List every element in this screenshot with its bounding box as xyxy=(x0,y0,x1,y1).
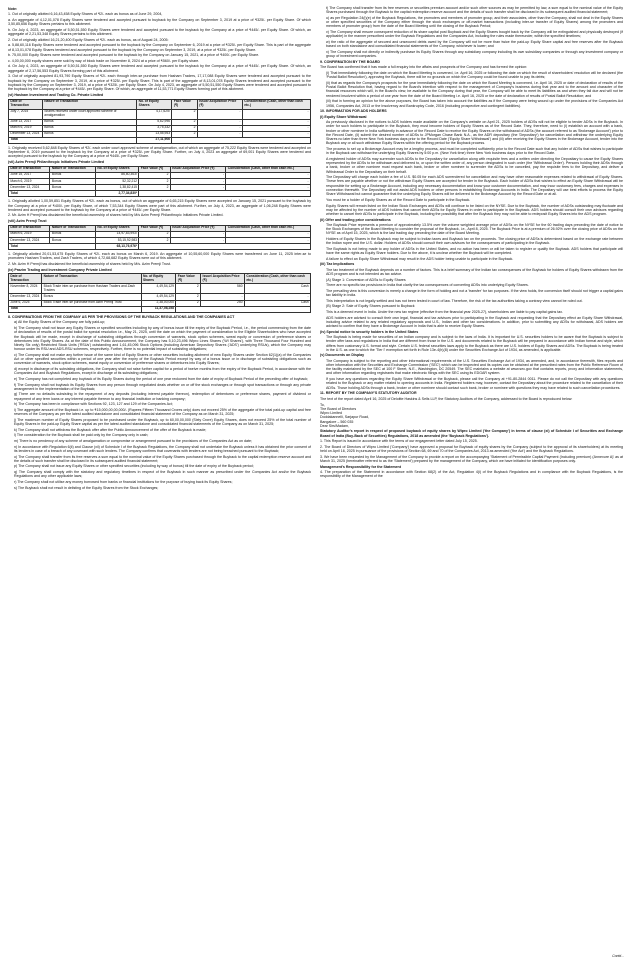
table-cell xyxy=(139,244,311,250)
table-cell: Bonus xyxy=(50,237,95,243)
column-header: Face Value (₹) xyxy=(139,166,170,172)
column-header: Issue/ Acquisition Price (₹) xyxy=(197,99,242,109)
table-cell: - xyxy=(226,178,311,184)
left-column xyxy=(8,6,311,946)
column-header: Nature of Transaction xyxy=(42,274,141,284)
subsection-title: (iv) Special notice to security holders in the United States xyxy=(320,329,419,334)
section-heading: (vii) Azim Premji Philanthropic Initiatives Private Limited xyxy=(8,160,105,165)
table-cell: - xyxy=(170,178,226,184)
table-cell: - xyxy=(170,185,226,191)
column-header: Face Value (₹) xyxy=(172,99,197,109)
section-11-paras xyxy=(320,397,623,401)
report-subject: Statutory Auditor's report in respect of proposed buyback of equity shares by Wipro Limited ('the Company') in terms of clause (xi) of Schedule I of Securities and Exchange Board of India (Buy-Back of Securities) Regulations, 2018 as amended (the 'Buyback Regulations'). xyxy=(320,429,623,438)
paragraph: a) All the Equity Shares of the Company are fully paid-up; xyxy=(14,320,106,325)
table-cell: - xyxy=(226,237,311,243)
table-cell xyxy=(139,191,311,197)
paragraph: b. On July 4, 2023, an aggregate of 5,50,51,550 Equity Shares were tendered and accepted pursuant to the buyback by the Company at a price of ₹445/- per Equity Share. Of which, an aggregate of 2,21,53,348 Equity Shares pertains to this allotment. xyxy=(8,27,311,37)
column-header: Consideration (Cash, other than cash etc.) xyxy=(226,166,311,172)
paragraph: 1. Originally allotted 20,01,53,675 Equity Shares of ₹2/- each as bonus on March 6, 2019. An aggregate of 10,55,60,000 Equity Shares were transferred on June 11, 2025 inter-se to promoters Hasham Traders, and Zash Traders, of which 4,72,68,682 Equity Shares were out of this allotment. xyxy=(8,252,311,261)
paragraph: d. On July 4, 2023, an aggregate of 5,50,51,550 Equity Shares were tendered and accepted pursuant to the buyback by the Company at a price of ₹445/- per Equity Share. Of which, an aggregate of 2,17,56,553 Equity Shares forming part of this allotment. xyxy=(8,64,311,73)
paragraph: w) the ratio of the aggregate of secured and unsecured debts owed by the Company will not be more than twice the paid-up Equity Share capital and free reserves after the Buyback based on both standalone and consolidated financial statements of the Company, whichever is lower; and xyxy=(326,39,623,49)
paragraph: b) The Company shall not issue any Equity Shares or specified securities including by way of bonus issue till the expiry of the Buyback Period, i.e., the period commencing from the date of declaration of results of the postal ballot for special resolution i.e., May 21, 2025, until the date on which the payment of consideration to the Eligible Shareholders who have accepted the Buyback will be made, except in discharge of subsisting obligations through conversion of warrants, stock option schemes, sweat equity or conversion of preference shares or debentures into Equity Shares. As at the date of this Public Announcement, the Company has 5,10,23,496 Wipro Lines Shares ('WI Shares'), with Three Thousand Four Hundred and Ninety Six only) Restricted Stock Units ('RSUs') outstanding and 1,61,45,096 Stock Options (including American Depository Shares ('ADS') underlying RSUs), which the Company may honour under its RSU and ADS-RSU schemes, respectively. Further, there is no potential impact of subsisting obligations; xyxy=(14,326,311,352)
table-cell: 13,55,953 xyxy=(137,131,172,137)
total-label: Total xyxy=(9,244,96,250)
paragraph: 1. Originally allotted 1,00,59,851 Equity Shares of ₹2/- each as bonus, out of which an aggregate of 6,65,215 Equity Shares were accepted on January 15, 2021 pursuant to the buyback by the Company at a price of ₹400/- per Equity Share, of which 7,53,344 Equity Shares were part of this allotment. Further, on July 4, 2023, an aggregate of 1,06,248 Equity Shares were tendered and accepted pursuant to the buyback by the Company at a price of ₹445/- per Equity Share. xyxy=(8,199,311,212)
table-cell: - xyxy=(226,172,311,178)
table-cell: - xyxy=(170,172,226,178)
paragraph: o) The Company shall transfer from its free reserves a sum equal to the nominal value of the Equity Shares purchased through the Buyback to the capital redemption reserve account and the details of such transfer shall be disclosed in its subsequent audited financial statement; xyxy=(14,454,311,463)
section-9-intro: The Board has confirmed that it has made a full enquiry into the affairs and prospects of the Company and has formed the opinion: xyxy=(320,65,528,70)
total-label: Total xyxy=(9,306,142,312)
table-cell: - xyxy=(170,231,226,237)
paragraph: The Depositary will charge each holder a fee of U.S. $0.05 for each ADS surrendered for cancellation and may have other reasonable expenses related to withdrawal of Equity Shares. These fees are payable whether or not the withdrawn Equity Shares are accepted for tender in the Buyback. Each holder of ADSs that wishes to effect an Equity Share Withdrawal will be responsible for setting up a Brokerage Account, including any necessary documentation and know your customer documentation, and may incur customary fees, charges and expenses in connection therewith. The Depositary will not assist ADS holders or other persons in establishing Brokerage Accounts in India. The Depositary will use best efforts to process the Equity Share Withdrawal but cannot guarantee that the underlying Equity Shares will be delivered to the Brokerage Account by the Record Date or at all. xyxy=(326,175,623,197)
table-cell: - xyxy=(226,231,311,237)
table-cell: Bonus xyxy=(42,131,136,137)
section-9-items xyxy=(320,71,623,108)
column-header: Nature of Transaction xyxy=(50,225,95,231)
paragraph: Equity Shares will remain listed on the Indian Stock Exchanges and ADSs will continue to be listed on the NYSE. Due to the Buyback, the number of ADSs outstanding may fluctuate and may be affected by the number of ADS holders that cancel their ADSs for Equity Shares in order to participate in the Buyback. ADS holders should consult their own advisors regarding whether to cancel their ADSs to participate in the Buyback, including the possibility that after the Buyback they may not be able to redeposit Equity Shares into the ADS program. xyxy=(326,203,623,216)
column-header: Issue/ Acquisition Price (₹) xyxy=(201,274,245,284)
paragraph: To, xyxy=(320,402,325,407)
table-cell: 2 xyxy=(139,231,170,237)
table-row xyxy=(9,109,311,119)
table-cell: Block Trade inter-se purchase from Azim Premji Trust xyxy=(42,300,141,306)
table-cell: 2 xyxy=(172,131,197,137)
column-header: Nature of Transaction xyxy=(50,166,95,172)
paragraph: d) except in discharge of its subsisting obligations, the Company shall not raise further capital for a period of twelve months from the expiry of the Buyback Period, in accordance with the Companies Act and Buyback Regulations, except in discharge of its subsisting obligations; xyxy=(14,367,311,376)
paragraph: b. 75,00,000 Equity Shares were tendered and accepted pursuant to the buyback by the Company on January 15, 2021, at a price of ₹400/- per Equity Share. xyxy=(8,53,260,58)
paragraph: (iii) that in forming an opinion for the above purposes, the Board has taken into account the liabilities as if the Company were being wound up under the provisions of the Companies Act 1956, Companies Act, 2013 or the Insolvency and Bankruptcy Code, 2016 (including prospective and contingent liabilities). xyxy=(326,99,623,108)
paragraph: p) The Company shall not issue any Equity Shares or other specified securities (including by way of bonus) till the date of expiry of the Buyback period; xyxy=(14,464,254,469)
table-cell: 2 xyxy=(139,237,170,243)
table-cell: 2 xyxy=(139,172,170,178)
subsection-title: (i) Equity Share Withdrawal xyxy=(320,114,367,119)
section-10-paras-4 xyxy=(320,335,623,352)
table-cell: 86,60,363¹ xyxy=(95,172,138,178)
paragraph: n) In accordance with Regulation 6(ii) and Clause (xii) of Schedule I of the Buyback Regulations, the Company shall not undertake the Buyback unless it has obtained the prior consent of its lenders in case of a breach of any covenant with such lenders. The Company confirms that covenants with lenders are not being breached pursuant to the Buyback; xyxy=(14,444,311,453)
table-cell: Block Trade inter-se purchase from Hasham Traders and Zash Traders xyxy=(42,284,141,294)
section-10-title: 10. INFORMATION FOR ADS HOLDERS xyxy=(320,109,387,114)
table-cell: 4,49,54,129 xyxy=(141,284,176,294)
table-cell: - xyxy=(197,131,242,137)
paragraph: a. An aggregate of 4,12,01,078 Equity Shares were tendered and accepted pursuant to buyback by the Company on September 3, 2019 at a price of ₹325/- per Equity Share. Of which 3,50,85,656 Equity Shares pertains to this allotment. xyxy=(8,17,311,27)
paragraph: (A) Stage 1: Conversion of ADSs to Equity Shares xyxy=(326,277,406,282)
paragraph: The Company is subject to the reporting and other informational requirements of the U.S. Securities Exchange Act of 1934, as amended, and, in accordance therewith, files reports and other information with the Securities and Exchange Commission ('SEC') which can be inspected and its copies can be obtained at the prescribed rates from the Public Reference Room of the facility maintained by the SEC at 100 F Street, N.E., Washington, DC 20549. The SEC maintains a website at www.sec.gov that contains reports, proxy and information statements, and other information regarding registrants that make electronic filings with the SEC using its EDGAR system. xyxy=(326,358,623,376)
paragraph: f) The Company shall not buyback its Equity Shares from any person through negotiated deals whether on or off the stock exchanges or through spot transactions or through any private arrangement in the implementation of the Buyback; xyxy=(14,382,311,391)
notes-table-3 xyxy=(8,252,311,266)
paragraph: 2. Mr. Azim H Premji has disclaimed the beneficial ownership of shares held by M/s. Azim Premji Trust. xyxy=(8,262,171,267)
paragraph: g) There are no defaults subsisting in the repayment of any deposits (including interest payable thereon), redemption of debentures or preference shares, payment of dividend or repayment of any term loans or any interest payable thereon to any financial institution or banking company; xyxy=(14,392,311,401)
table-total-row xyxy=(9,306,311,312)
table-cell: - xyxy=(244,294,310,300)
paragraph: The text of the report dated April 16, 2025 of Deloitte Haskins & Sells LLP, the Statutory Auditors of the Company, addressed to the Board is reproduced below: xyxy=(320,396,573,401)
notes-table-2 xyxy=(8,199,311,217)
section-11-title: 11. REPORT BY THE COMPANY'S STATUTORY AUDITOR xyxy=(320,391,417,396)
continued-marker: Contd... xyxy=(612,953,624,958)
subsection-title: (iii) Tax Implications xyxy=(320,262,355,267)
table-cell: June 6, 2025 xyxy=(9,300,42,306)
note-title: Note: xyxy=(8,7,18,11)
paragraph: e) The Company has not completed any buyback of its Equity Shares during the period of one year reckoned from the date of expiry of Buyback Period of the preceding offer of buyback; xyxy=(14,376,309,381)
table-cell: 4,17,625¹ xyxy=(137,109,172,119)
paragraph: The Board of Directors xyxy=(320,406,357,411)
table-cell: March 6, 2019 xyxy=(9,125,43,131)
table-cell: March 6, 2019 xyxy=(9,178,50,184)
paragraph: The Buyback is not being made to any holder of ADSs in the United States, and no action has been or will be taken to register or qualify the Buyback. ADS holders that participate will have the same rights as Equity Share holders. Due to the above, it is unclear whether the Buyback will be completed. xyxy=(326,246,623,256)
column-header: Issue/ Acquisition Price (₹) xyxy=(170,225,226,231)
paragraph: Wipro Limited xyxy=(320,411,342,416)
table-cell: November 8, 2024 xyxy=(9,284,42,294)
paragraph: a. 5,88,60,116 Equity Shares were tendered and accepted pursuant to the buyback by the Company on September 6, 2019 at a price of ₹325/- per Equity Share. This is part of the aggregate of 8,13,01,078 Equity Shares tendered and accepted pursuant to the buyback by the Company on September 3, 2019, at a price of ₹325/- per Equity Share. xyxy=(8,43,311,52)
table-cell: 560 xyxy=(201,284,245,294)
total-value: 68,13,76,976² xyxy=(95,244,138,250)
table-total-row xyxy=(9,191,311,197)
paragraph: The Buyback is being made for securities of an Indian company and is subject to the laws of India. It is important for U.S. securities holders to be aware that the Buyback is subject to tender offer laws and regulations in India that are different from those in the U.S. and documents related to the Buyback will be prepared in accordance with Indian format and style, which differs from customary U.S. format and style. Certain U.S. federal securities laws apply to the Buyback as there are U.S. holders of Equity Shares and ADSs. The Buyback is being treated in the U.S. as one to which the 'Tier I' exemption set forth in Rule 13e-4(h)(8) under the Securities Exchange Act of 1934, as amended, is applicable. xyxy=(326,335,623,352)
section-10-paras-5 xyxy=(320,359,623,390)
table-cell: 250 xyxy=(201,300,245,306)
table-cell: - xyxy=(242,125,310,131)
paragraph: t) The Company shall transfer from its free reserves or securities premium account and/or such other sources as may be permitted by law, a sum equal to the nominal value of the Equity Shares purchased through the Buyback to the capital redemption reserve account and the details of such transfer shall be disclosed in its subsequent audited financial statement; xyxy=(326,6,623,15)
paragraph: 2. Mr. Azim H Premji has disclaimed the beneficial ownership of shares held by M/s Azim Premji Philanthropic Initiatives Private Limited. xyxy=(8,213,224,218)
paragraph: c) The Company shall not make any further issue of the same kind of Equity Shares or other securities including allotment of new Equity Shares under Section 62(1)(a) of the Companies Act or other specified securities within a period of one year after the expiry of the Buyback Period except by way of a bonus issue or in discharge of subsisting obligations such as conversion of warrants, stock option schemes, sweat equity or conversion of preference shares or debentures into Equity Shares; xyxy=(14,352,311,366)
paragraph: There are no specific tax provisions in India that clarify the tax consequences of converting ADSs into underlying Equity Shares. xyxy=(326,283,529,288)
table-cell: Bonus xyxy=(42,294,141,300)
table-header-row xyxy=(9,99,311,109)
table-cell xyxy=(176,306,311,312)
section-8-title: 8. CONFIRMATIONS FROM THE COMPANY AS PER THE PROVISIONS OF THE BUYBACK REGULATIONS AND THE COMPANIES ACT xyxy=(8,314,235,319)
paragraph: 2. Out of originally allotted 16,21,20,400 Equity Shares of ₹2/- each as bonus, as of August 24, 2005: xyxy=(8,37,169,42)
column-header: Date of Transaction xyxy=(9,166,50,172)
table-cell: Bonus xyxy=(50,185,95,191)
paragraph: q) The Company shall comply with the statutory and regulatory timelines in respect of the Buyback in such manner as prescribed under the Companies Act and/or the Buyback Regulations and any other applicable laws; xyxy=(14,470,311,479)
table-cell: Bonus xyxy=(42,119,136,125)
table-cell: 2,38,00,000 xyxy=(141,300,176,306)
subsection-title: (ii) Offer and trading price considerations xyxy=(320,217,391,222)
table-cell: - xyxy=(242,119,310,125)
intro-items xyxy=(320,6,623,58)
shareholding-table-4 xyxy=(8,273,311,312)
column-header: Date of Transaction xyxy=(9,225,50,231)
paragraph: x) The Company shall not directly or indirectly purchase its Equity Shares through any subsidiary company including its own subsidiary companies or through any investment company or group of investment companies. xyxy=(326,49,623,59)
table-cell: 2 xyxy=(172,119,197,125)
column-header: Consideration (Cash, other than cash etc.) xyxy=(242,99,310,109)
paragraph: j) The maximum number of Equity Shares proposed to be purchased under the Buyback, up to 60,00,00,000 (Sixty Crore) Equity Shares, does not exceed 25% of the total number of Equity Shares in the paid-up Equity Share capital as per the latest audited standalone and consolidated financial statements of the Company as on March 31, 2025; xyxy=(14,417,311,427)
column-header: Face Value (₹) xyxy=(139,225,170,231)
table-cell: - xyxy=(197,109,242,119)
table-cell: 2 xyxy=(139,178,170,184)
paragraph: u) as per Regulation 24(i)(e) of the Buyback Regulations, the promoters and members of promoter group, and their associates, other than the Company, shall not deal in the Equity Shares or other specified securities of the Company either through the stock exchanges or off-market transactions (including inter-se transfer of Equity Shares) among the promoters and members of promoter group) from the date of the Board Meeting until the closing of the Buyback Period; xyxy=(326,15,623,29)
mgmt-para: 4. The preparation of the Statement in accordance with Section 68(2) of the Act, Regulation 4(i) of the Buyback Regulations and in compliance with the Buyback Regulations, is the responsibility of the Management of the xyxy=(320,469,623,479)
table-cell: Shares received under court approved scheme of amalgamation xyxy=(42,109,136,119)
paragraph: (B) Stage 2: Sale of Equity Shares pursuant to Buyback xyxy=(326,304,415,309)
table-cell: - xyxy=(197,119,242,125)
table-cell: 2 xyxy=(176,294,201,300)
total-label: Total xyxy=(9,137,137,143)
total-label: Total xyxy=(9,191,96,197)
table-header-row xyxy=(9,274,311,284)
column-header: Issue/ Acquisition Price (₹) xyxy=(170,166,226,172)
table-cell: June 15, 2017 xyxy=(9,172,50,178)
section-heading: (vi) Hasham Investment and Trading Co. Private Limited xyxy=(8,92,104,97)
section-heading: (ix) Prazim Trading and Investment Company Private Limited xyxy=(8,267,112,272)
paragraph: m) There is no pendency of any scheme of amalgamation or compromise or arrangement pursuant to the provisions of the Companies Act as on date; xyxy=(14,439,253,444)
paragraph: l) The consideration for the Buyback shall be paid only by the Company only in cash; xyxy=(14,433,149,438)
paragraph: This interpretation is not legally settled and has not been tested in court of law. Therefore, the risk of the tax authorities taking a contrary view cannot be ruled out. xyxy=(326,298,583,303)
table-cell: 2 xyxy=(172,109,197,119)
table-cell: - xyxy=(242,131,310,137)
paragraph: The Buyback Price represents a premium of approximately 13.5% over the volume weighted average price of ADSs on the NYSE for the 60 trading days preceding the date of notice to the Stock Exchanges of the Board Meeting to consider the proposal of the Buyback, i.e., April 8, 2025. The Buyback Price is at a premium of 26.92% over the closing price of ADSs on the NYSE as of April 15, 2025, which is the last trading day preceding the date of the Board Meeting. xyxy=(326,222,623,236)
table-cell: December 13, 2024 xyxy=(9,237,50,243)
table-total-row xyxy=(9,137,311,143)
paragraph: If you have any questions regarding the Equity Share Withdrawal or the Buyback, please call the Company at +91-80-2844 0011. Please do not call the Depositary with any questions related to the Buyback or any matter related to opening accounts in India. Registered holders may, however, contact the Depositary about the procedure related to the cancellation of their ADSs. Those holding ADSs through a bank, broker or other nominee should contact such bank, broker or nominee with questions they may have related to such cancellation procedures. xyxy=(326,377,623,390)
table-cell: Cash xyxy=(244,300,310,306)
section-9-title: 9. CONFIRMATION BY THE BOARD xyxy=(320,59,380,64)
paragraph: The tax treatment of the Buyback depends on a number of factors. This is a brief summary of the Indian tax consequences of the Buyback for holders of Equity Shares withdrawn from the ADS program and is not intended as tax advice. xyxy=(326,267,623,276)
paragraph: 1. Originally received 5,62,848 Equity Shares of ₹2/- each under court approved scheme of amalgamation, out of which an aggregate of 75,222 Equity Shares were tendered and accepted on September 6, 2019 pursuant to the buyback by the Company at a price of ₹325/- per Equity Share. Further, on July 4, 2023 an aggregate of 69,001 Equity Shares were tendered and accepted pursuant to the buyback by the Company at a price of ₹445/- per Equity Share. xyxy=(8,145,311,159)
notes-top xyxy=(8,12,311,91)
salutation: Dear Sirs/Madam, xyxy=(320,423,349,428)
paragraph: (i) That immediately following the date on which the Board Meeting is convened, i.e. April 16, 2025 or following the date on which the result of shareholders' resolution will be declared (the 'Postal Ballot Resolution'), approving the Buyback, there will be no grounds on which the Company could be found unable to pay its debts; xyxy=(326,70,623,80)
paragraph: 1. This Report is issued in accordance with the terms of our engagement letter dated July 15, 2025. xyxy=(320,439,478,444)
table-cell: December 13, 2024 xyxy=(9,294,42,300)
table-cell: Bonus xyxy=(50,231,95,237)
total-value: 27,11,906 xyxy=(137,137,172,143)
table-cell: Bonus xyxy=(42,125,136,131)
table-cell: December 13, 2024 xyxy=(9,131,43,137)
column-header: Face Value (₹) xyxy=(176,274,201,284)
address-block xyxy=(320,403,623,424)
shareholding-table-1 xyxy=(8,99,311,144)
table-cell: 14,97,83,993¹ xyxy=(95,231,138,237)
table-cell: Bonus xyxy=(50,172,95,178)
table-cell: - xyxy=(201,294,245,300)
column-header: No. of Equity Shares xyxy=(95,166,138,172)
section-8-items xyxy=(8,320,311,490)
table-cell: - xyxy=(242,109,310,119)
column-header: Date of Transaction xyxy=(9,274,42,284)
paragraph: v) The Company shall ensure consequent reduction of its share capital post Buyback and the Equity Shares bought back by the Company will be extinguished and physically destroyed (if applicable) in the manner prescribed under the Buyback Regulations and the Companies Act, including the rules made thereunder, within the specified timelines; xyxy=(326,30,623,39)
middle-column xyxy=(320,6,623,946)
paragraph: i) The aggregate amount of the Buyback i.e. up to ₹15,000,00,00,000/- (Rupees Fifteen Thousand Crores only) does not exceed 25% of the aggregate of the total paid-up capital and free reserves of the Company as per the latest audited standalone and consolidated financial statement of the Company as on March 31, 2025; xyxy=(14,407,311,417)
table-cell: - xyxy=(170,237,226,243)
paragraph: c. 4,00,00,000 equity shares were sold by way of block trade on November 8, 2024 at a price of ₹560/- per Equity share. xyxy=(8,58,200,63)
column-header: No. of Equity Shares xyxy=(137,99,172,109)
table-cell: 4,49,54,129 xyxy=(141,294,176,300)
table-cell: 52,32,212 xyxy=(95,178,138,184)
report-items xyxy=(320,439,623,463)
section-10-paras xyxy=(320,120,623,216)
table-cell: 2 xyxy=(176,284,201,294)
paragraph: Doddakannelli, Sarjapur Road, xyxy=(320,415,369,420)
table-cell: June 13, 2017 xyxy=(9,119,43,125)
column-header: Date of Transaction xyxy=(9,99,43,109)
paragraph: ADS holders are advised to consult their own legal, financial and tax advisors prior to participating in the Buyback and requesting that the Depositary effect an Equity Share Withdrawal, including advice related to any related regulatory approvals and U.S., Indian and other tax considerations. In addition, prior to submitting any ADSs for withdrawal, ADS holders are advised to confirm that they have a Brokerage Account in India that is able to receive Equity Shares. xyxy=(326,315,623,329)
paragraph: r) The Company shall not utilise any money borrowed from banks or financial institutions for the purpose of buying back its Equity Shares; xyxy=(14,480,233,484)
table-cell: 2 xyxy=(139,185,170,191)
column-header: Consideration (Cash, other than cash etc.) xyxy=(244,274,310,284)
table-cell: 2 xyxy=(176,300,201,306)
table-cell: Bonus xyxy=(50,178,95,184)
shareholding-table-3 xyxy=(8,225,311,250)
paragraph: (ii) that as regards the Company's prospects for the year immediately following the date on which the Board Meeting is convened, i.e. April 16, 2025 or date of declaration of results of the Postal Ballot Resolution that, having regard to the Board's intention with respect to the management of Company's business during that year and to the amount and character of the financial resources which will, in the Board's view, be available to the Company during that year, the Company will be able to meet its liabilities as and when they fall due and will not be rendered insolvent within a period of one year from the date of the Board Meeting i.e. April 16, 2025 or the date of declaration of results of Postal Ballot Resolution; and xyxy=(326,80,623,98)
mgmt-title: Management's Responsibility for the Statement xyxy=(320,464,401,469)
total-value: 2,77,34,830² xyxy=(95,191,138,197)
paragraph: You must be a holder of Equity Shares as of the Record Date to participate in the Buyback. xyxy=(326,197,471,202)
paragraph: k) The Company shall not withdraw the Buyback offer after the Public Announcement of the offer of the Buyback is made; xyxy=(14,427,207,432)
paragraph: A registered holder of ADSs may surrender such ADSs to the Depositary for cancellation along with requisite fees and a written order directing the Depositary to cause the Equity Shares represented by the ADSs to be withdrawn and delivered to, or upon the written order of, any person designated in such order (the 'Withdrawal Order'). Persons holding their ADSs through a bank, broker or other nominee must request such bank, broker or other nominee to surrender the ADSs to be cancelled, pay the requisite fees to the Depositary, and deliver a Withdrawal Order to the Depositary on their behalf. xyxy=(326,156,623,174)
paragraph: 3. We have been requested by the Management of the Company to provide a report on the accompanying 'Statement of Permissible Capital Payment (Including premium) (Annexure A)' as at March 31, 2025 (hereinafter referred to as the 'Statement') prepared by the management of the Company, which we have initialed for identification purposes only. xyxy=(320,454,623,464)
paragraph: 2. The Board of Directors of Wipro Limited ('Company') have approved a proposal for Buyback of equity shares by the Company (subject to the approval of its shareholders) at its meeting held on April 16, 2025 in pursuance of the provisions of Section 68, 69 and 70 of the Companies Act, 2013 as amended ('the Act') and the Buyback Regulations. xyxy=(320,444,623,454)
paragraph: s) The Buyback shall not result in delisting of the Equity Shares from the Stock Exchanges; xyxy=(14,485,159,490)
notes-table-1 xyxy=(8,146,311,159)
paragraph: The prevailing view is this conversion is merely a change in the form of holding and not a 'transfer' for tax purposes. If the view holds, the conversion itself should not trigger a capital gains tax liability in India. xyxy=(326,288,623,298)
paragraph: 1. Out of originally allotted 6,16,43,458 Equity Shares of ₹2/- each as bonus as of June 29, 2004, xyxy=(8,12,163,17)
column-header: No. of Equity Shares xyxy=(95,225,138,231)
table-cell: Cash xyxy=(244,284,310,294)
paragraph: A failure to effect an Equity Share Withdrawal may result in the ADS holder being unable to participate in the Buyback. xyxy=(326,256,514,261)
table-row xyxy=(9,284,311,294)
section-10-paras-2 xyxy=(320,223,623,261)
paragraph: h) The Company has been in compliance with Sections 92, 123, 127 and 129 of the Companies Act; xyxy=(14,402,173,407)
section-heading: (viii) Azim Premji Trust xyxy=(8,219,47,224)
table-cell: - xyxy=(226,185,311,191)
paragraph: Holders of Equity Shares in the Buyback may be subject to Indian taxes and Buyback tax on the proceeds. The closing price of ADSs is determined based on the exchange rate between the Indian rupee and the U.S. dollar. Holders of ADSs should consult their own advisors for the consequences of participating in the Buyback. xyxy=(326,237,623,246)
subsection-title: (v) Documents on Display xyxy=(320,353,365,358)
table-cell: - xyxy=(197,125,242,131)
paragraph: 3. Out of originally acquired 81,93,790 Equity Shares of ₹2/- each through inter-se purchase from Hasham Traders, 17,17,088 Equity Shares were tendered and accepted pursuant to the buyback by the Company on September 3, 2019, at a price of ₹325/- per Equity Share. This is part of the aggregate of 8,13,01,078 Equity Shares tendered and accepted pursuant to the buyback by the Company on September 3, 2019, at a price of ₹325/- per Equity Share. On July 4, 2023, an aggregate of 5,50,51,550 Equity Shares were tendered and accepted pursuant to the buyback by the Company at a price of ₹445/- per Equity Share. Of which, an aggregate of 11,53,771 Equity Shares forming part of this allotment. xyxy=(8,74,311,92)
total-value: 11,37,08,258 xyxy=(141,306,176,312)
paragraph: Bangalore – 560 035 xyxy=(320,419,354,424)
shareholding-table-2 xyxy=(8,166,311,197)
columns xyxy=(8,6,624,946)
table-cell: 53,15,92,983 xyxy=(95,237,138,243)
paragraph: This is a deemed event in India. Under the new tax regime (effective from the financial year 2025-27), shareholders are liable to pay capital gains tax. xyxy=(326,310,564,315)
table-cell: 2 xyxy=(172,125,197,131)
paragraph: As previously disclosed in the notices to ADS holders made available on the Company's website on April 21, 2025 holders of ADSs will not be eligible to tender ADSs in the Buyback. In order for such holders to participate in the Buyback, they must become holders of Equity Shares as of the Record Date. They, therefore, need to (i) establish an account with a bank, broker or other nominee in India sufficiently in advance of the Record Date to receive the Equity Shares on the withdrawal of ADSs (the account referred to as 'Brokerage Account') prior to the Record Date, (ii) submit the desired number of ADSs to JPMorgan Chase Bank N.A., as the ADR depositary (the 'Depositary') for cancellation and withdraw the underlying Equity Shares no later than three New York business days prior to the Record Date ('Equity Share Withdrawal') and (iii) after receiving the Equity Shares in the Brokerage Account, tender into the Buyback any or all such withdrawn Equity Shares within the offering period for the Buyback process. xyxy=(326,120,623,146)
table-cell: 3,75,332 xyxy=(137,125,172,131)
table-cell: December 13, 2024 xyxy=(9,185,50,191)
column-header: No. of Equity Shares xyxy=(141,274,176,284)
table-cell: 5,62,996 xyxy=(137,119,172,125)
column-header: Nature of Transaction xyxy=(42,99,136,109)
section-10-paras-3 xyxy=(320,268,623,329)
table-cell: March 6, 2019 xyxy=(9,231,50,237)
table-total-row xyxy=(9,244,311,250)
table-cell xyxy=(172,137,311,143)
table-cell: 1,38,82,415 xyxy=(95,185,138,191)
table-cell: July 7, 2015 xyxy=(9,109,43,119)
paragraph: The process to set up a Brokerage Account may be a lengthy process, and must be completed sufficiently prior to the Record Date such that any holder of ADSs that wishes to participate in the Buyback can withdraw the underlying Equity Shares by 5:00 p.m. (New York time) three New York business days prior to the Record Date. xyxy=(326,146,623,156)
column-header: Consideration (Cash, other than cash etc.) xyxy=(226,225,311,231)
